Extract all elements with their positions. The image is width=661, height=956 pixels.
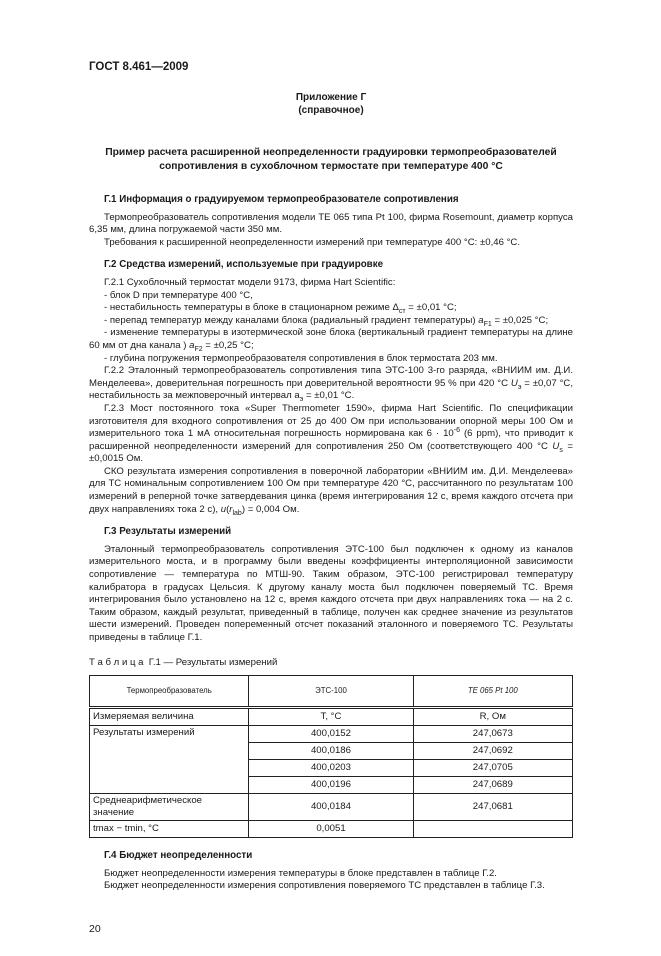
paragraph	[89, 315, 573, 328]
paragraph	[89, 237, 573, 250]
text-run: U	[510, 377, 518, 389]
text-run: F2	[194, 345, 203, 353]
table-header-row	[90, 676, 573, 708]
cell: 247,0673	[413, 726, 572, 743]
text-run: Г.2.3 Мост постоянного тока «Super Thermometer 1590», фирма Hart Scientific. По спецификации изготовителя для входного сопротивления от 25 до 400 Ом при использовании опорной меры 100 Ом и измерительного тока 1 мА относительная погрешность нормирована как 6 · 10	[89, 402, 573, 440]
text-run: = ±0,01 °С.	[303, 390, 355, 402]
paragraph	[89, 544, 573, 645]
text-run: u	[220, 503, 227, 515]
text-run: э	[517, 383, 522, 391]
paragraph	[89, 880, 573, 893]
table-row	[90, 726, 573, 743]
text-run: a	[478, 314, 484, 326]
appendix-subtitle: (справочное)	[298, 105, 364, 116]
paragraph	[89, 466, 573, 516]
paragraph	[89, 212, 573, 237]
cell: 400,0186	[249, 743, 413, 760]
document-header: ГОСТ 8.461—2009	[89, 61, 189, 73]
header-cell: Термопреобразователь	[90, 676, 249, 708]
section-g4-body	[89, 868, 573, 893]
text-run: s	[559, 446, 563, 454]
row-label: Среднеарифметическое значение	[90, 794, 249, 821]
paragraph	[89, 353, 573, 366]
section-g2-heading: Г.2 Средства измерений, используемые при градуировке	[104, 259, 384, 271]
text-run: lab	[232, 509, 242, 517]
table-caption: Т а б л и ц а Г.1 — Результаты измерений	[89, 656, 278, 668]
text-run: ) = 0,004 Ом.	[241, 503, 300, 515]
row-label: tmax − tmin, °С	[90, 821, 249, 838]
text-run: = ±0,0015 Ом.	[89, 440, 573, 465]
header-cell: TE 065 Pt 100	[413, 676, 572, 708]
cell: 400,0152	[249, 726, 413, 743]
section-g3-heading: Г.3 Результаты измерений	[104, 526, 232, 538]
paragraph	[89, 365, 573, 403]
table-row	[90, 708, 573, 726]
table-row	[90, 821, 573, 838]
text-run: F1	[483, 320, 492, 328]
section-g4-heading: Г.4 Бюджет неопределенности	[104, 850, 253, 862]
cell: 247,0692	[413, 743, 572, 760]
text-run: a	[189, 339, 195, 351]
cell: T, °С	[249, 708, 413, 726]
table-row	[90, 794, 573, 821]
text-run: Термопреобразователь сопротивления модели TE 065 типа Pt 100, фирма Rosemount, диаметр корпуса 6,35 мм, длина погружаемой части 350 мм.	[89, 211, 573, 236]
paragraph	[89, 277, 573, 290]
section-g3-body	[89, 544, 573, 645]
text-run: (	[226, 503, 230, 515]
text-run: - изменение температуры в изотермической зоне блока (вертикальный градиент температуры на длине 60 мм от дна канала )	[89, 327, 573, 351]
header-cell: ЭТС-100	[249, 676, 413, 708]
paragraph	[89, 290, 573, 303]
text-run: Бюджет неопределенности измерения сопротивления поверяемого ТС представлен в таблице Г.3.	[104, 880, 545, 892]
page-number: 20	[89, 922, 101, 935]
text-run: Г.2.2 Эталонный термопреобразователь сопротивления типа ЭТС-100 3-го разряда, «ВНИИМ им. Д.И. Менделеева», доверительная погрешность при доверительной вероятности 95 % при 420 °С	[89, 365, 573, 389]
text-run: - нестабильность температуры в блоке в стационарном режиме Δ	[104, 302, 399, 314]
paragraph	[89, 868, 573, 881]
paragraph	[89, 403, 573, 466]
text-run: Эталонный термопреобразователь сопротивления ЭТС-100 был подключен к одному из каналов измерительного моста, и в программу были введены коэффициенты интерполяционной зависимости сопротивление — температура по МТШ-90. Таким образом, ЭТС-100 регистрировал температуру калибратора в градусах Цельсия. К другому каналу моста был подключен поверяемый ТС. Время интегрирования было установлено на 12 с, время каждого отсчета при двух направлениях тока — на 2 с. Таким образом, каждый результат, приведенный в таблице, получен как среднее значение из результатов шести измерений. Проведен попеременный отсчет показаний эталонного и поверяемого ТС. Результаты приведены в таблице Г.1.	[89, 543, 573, 643]
text-run: = ±0,025 °С;	[491, 314, 549, 326]
text-run: Бюджет неопределенности измерения температуры в блоке представлен в таблице Г.2.	[104, 867, 497, 879]
paragraph	[89, 302, 573, 315]
text-run: = ±0,01 °С;	[405, 302, 457, 314]
section-g1-heading: Г.1 Информация о градуируемом термопреобразователе сопротивления	[104, 194, 459, 205]
text-run: - блок D при температуре 400 °С,	[104, 289, 253, 301]
text-run: СКО результата измерения сопротивления в поверочной лаборатории «ВНИИМ им. Д.И. Менделеева» для ТС номинальным сопротивлением 100 Ом при температуре 420 °С, рассчитанного по результатам 100 измерений в реперной точке затвердевания цинка (время интегрирования 12 с, время каждого отсчета при двух направлениях тока 2 с),	[89, 465, 573, 515]
doc-title-line-2: сопротивления в сухоблочном термостате при температуре 400 °С	[159, 161, 503, 172]
section-g1-body	[89, 212, 573, 250]
text-run: = ±0,25 °С;	[202, 339, 254, 351]
text-run: Г.2.1 Сухоблочный термостат модели 9173, фирма Hart Scientific:	[104, 276, 396, 288]
text-run: Требования к расширенной неопределенности измерений при температуре 400 °С: ±0,46 °С.	[104, 236, 521, 248]
appendix-title: Приложение Г	[295, 92, 367, 103]
row-label: Измеряемая величина	[90, 708, 249, 726]
paragraph	[89, 327, 573, 352]
cell	[413, 821, 572, 838]
results-table	[89, 675, 573, 838]
cell: R, Ом	[413, 708, 572, 726]
text-run: ст	[398, 308, 406, 316]
cell: 400,0196	[249, 777, 413, 794]
text-run: э	[299, 396, 304, 404]
cell: 247,0705	[413, 760, 572, 777]
cell: 0,0051	[249, 821, 413, 838]
cell: 247,0681	[413, 794, 572, 821]
section-g2-body	[89, 277, 573, 516]
doc-title-line-1: Пример расчета расширенной неопределенности градуировки термопреобразователей	[105, 147, 557, 158]
text-run: - глубина погружения термопреобразователя сопротивления в блок термостата 203 мм.	[104, 352, 498, 364]
cell: 247,0689	[413, 777, 572, 794]
text-run: (6 ppm), что приводит к расширенной неопределенности измерений для сопротивления 250 Ом (соответствующего 400 °С	[89, 428, 573, 452]
text-run: U	[552, 440, 560, 452]
text-run: -6	[453, 426, 460, 434]
row-label: Результаты измерений	[90, 726, 249, 794]
text-run: = ±0,07 °С, нестабильность за межповерочный интервал a	[89, 377, 573, 402]
text-run: r	[229, 503, 233, 515]
cell: 400,0203	[249, 760, 413, 777]
document-page	[89, 0, 573, 956]
cell: 400,0184	[249, 794, 413, 821]
text-run: - перепад температур между каналами блока (радиальный градиент температуры)	[104, 314, 479, 326]
